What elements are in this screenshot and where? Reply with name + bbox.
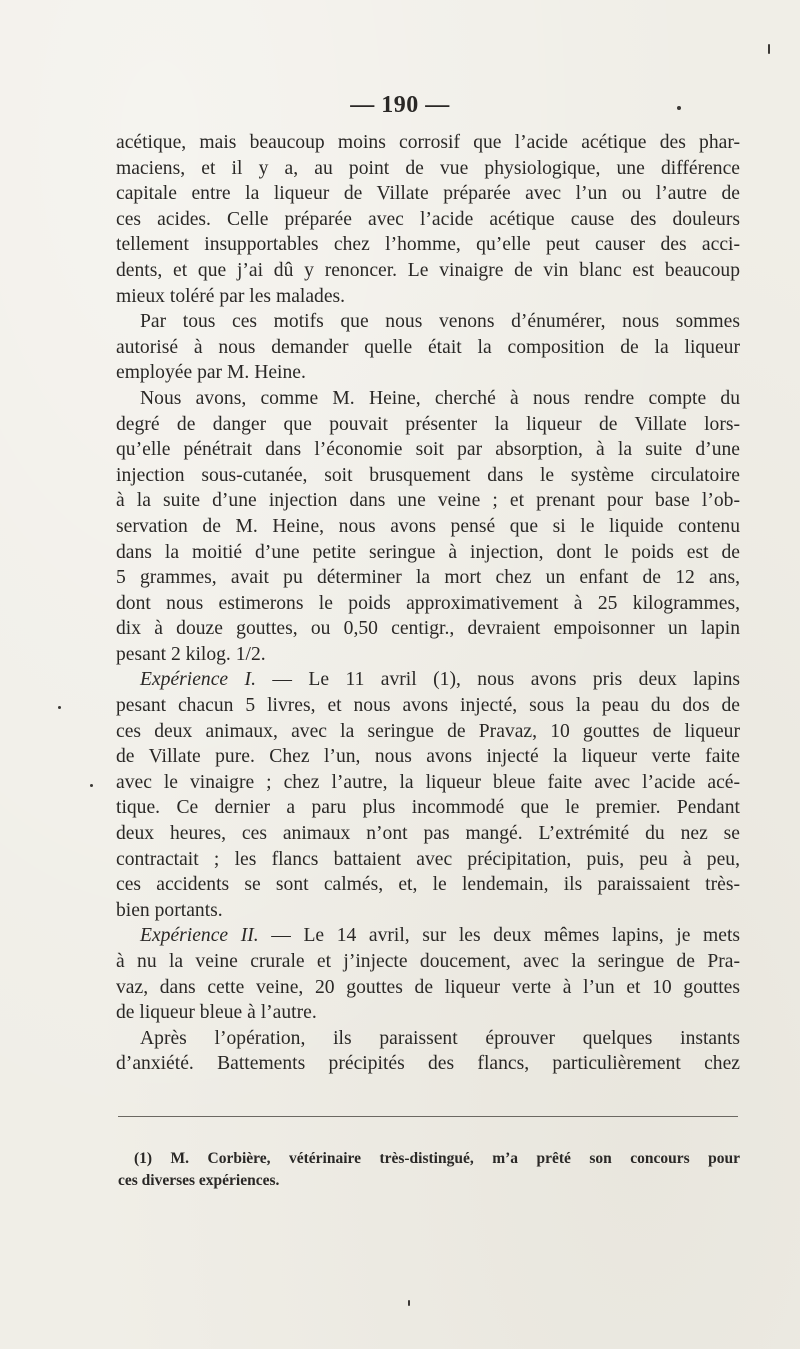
text-line: bien portants.: [116, 899, 223, 921]
text-line: Nous avons, comme M. Heine, cherché à nous rendre compte du: [140, 387, 740, 409]
paper-speck: [408, 1300, 410, 1306]
text-line: tellement insupportables chez l’homme, qu’elle peut causer des acci-: [116, 234, 740, 256]
text-line: ces acides. Celle préparée avec l’acide acétique cause des douleurs: [116, 208, 740, 230]
paper-speck: [677, 106, 681, 110]
paper-speck: [58, 706, 61, 709]
experience-heading: Expérience I.: [140, 669, 256, 691]
footnote-line: [134, 1148, 740, 1170]
text-line: [116, 923, 740, 949]
paper-speck: [90, 784, 93, 787]
text-line: de liqueur bleue à l’autre.: [116, 1002, 317, 1024]
footnote-line: ces diverses expériences.: [118, 1172, 280, 1189]
footnote-marker: (1): [134, 1150, 153, 1167]
footnote-divider: [118, 1116, 738, 1117]
text-line: autorisé à nous demander quelle était la composition de la liqueur: [116, 336, 740, 358]
text-line: avec le vinaigre ; chez l’autre, la liqueur bleue faite avec l’acide acé-: [116, 771, 740, 793]
text-line: maciens, et il y a, au point de vue physiologique, une différence: [116, 157, 740, 179]
text-line: dents, et que j’ai dû y renoncer. Le vinaigre de vin blanc est beaucoup: [116, 259, 740, 281]
text-line: à la suite d’une injection dans une veine ; et prenant pour base l’ob-: [116, 490, 740, 512]
text-line: [116, 667, 740, 693]
text-line: Par tous ces motifs que nous venons d’énumérer, nous sommes: [140, 311, 740, 333]
text-line: servation de M. Heine, nous avons pensé que si le liquide contenu: [116, 515, 740, 537]
body-text: [116, 130, 740, 1077]
text-line: tique. Ce dernier a paru plus incommodé que le premier. Pendant: [116, 797, 740, 819]
experience-heading: Expérience II.: [140, 925, 259, 947]
text-line: vaz, dans cette veine, 20 gouttes de liqueur verte à l’un et 10 gouttes: [116, 976, 740, 998]
text-line: injection sous-cutanée, soit brusquement dans le système circulatoire: [116, 464, 740, 486]
paragraph: [116, 386, 740, 668]
text-line: à nu la veine crurale et j’injecte doucement, avec la seringue de Pra-: [116, 951, 740, 972]
page-number: — 190 —: [350, 92, 450, 118]
text-line: acétique, mais beaucoup moins corrosif que l’acide acétique des phar-: [116, 132, 740, 153]
paper-speck: [768, 44, 770, 54]
text-line: d’anxiété. Battements précipités des flancs, particulièrement chez: [116, 1053, 740, 1075]
text-line: dans la moitié d’une petite seringue à injection, dont le poids est de: [116, 541, 740, 563]
text-line: pesant 2 kilog. 1/2.: [116, 643, 266, 665]
text-line: contractait ; les flancs battaient avec précipitation, puis, peu à peu,: [116, 848, 740, 870]
text-line: mieux toléré par les malades.: [116, 285, 346, 307]
text-line: ces accidents se sont calmés, et, le lendemain, ils paraissaient très-: [116, 874, 740, 896]
text-fragment: — Le 14 avril, sur les deux mêmes lapins, je mets: [258, 925, 741, 947]
paragraph: [116, 130, 740, 309]
paragraph-experience-1: [116, 667, 740, 923]
text-line: capitale entre la liqueur de Villate préparée avec l’un ou l’autre de: [116, 183, 740, 205]
text-line: dix à douze gouttes, ou 0,50 centigr., devraient empoisonner un lapin: [116, 618, 740, 640]
text-fragment: — Le 11 avril (1), nous avons pris deux lapins: [255, 669, 740, 691]
text-line: deux heures, ces animaux n’ont pas mangé. L’extrémité du nez se: [116, 823, 740, 845]
paragraph: [116, 309, 740, 386]
footnote: [118, 1148, 740, 1192]
text-line: dont nous estimerons le poids approximativement à 25 kilogrammes,: [116, 592, 740, 614]
text-line: ces deux animaux, avec la seringue de Pravaz, 10 gouttes de liqueur: [116, 720, 740, 742]
text-line: pesant chacun 5 livres, et nous avons injecté, sous la peau du dos de: [116, 695, 740, 717]
paragraph: [116, 1026, 740, 1077]
text-line: degré de danger que pouvait présenter la liqueur de Villate lors-: [116, 413, 740, 435]
text-line: 5 grammes, avait pu déterminer la mort chez un enfant de 12 ans,: [116, 567, 740, 589]
paragraph-experience-2: [116, 923, 740, 1025]
footnote-text: M. Corbière, vétérinaire très-distingué, m’a prêté son concours pour: [152, 1150, 740, 1167]
text-line: qu’elle pénétrait dans l’économie soit par absorption, à la suite d’une: [116, 439, 740, 461]
text-line: employée par M. Heine.: [116, 362, 306, 384]
text-line: de Villate pure. Chez l’un, nous avons injecté la liqueur verte faite: [116, 746, 740, 768]
text-line: Après l’opération, ils paraissent éprouver quelques instants: [140, 1027, 740, 1049]
